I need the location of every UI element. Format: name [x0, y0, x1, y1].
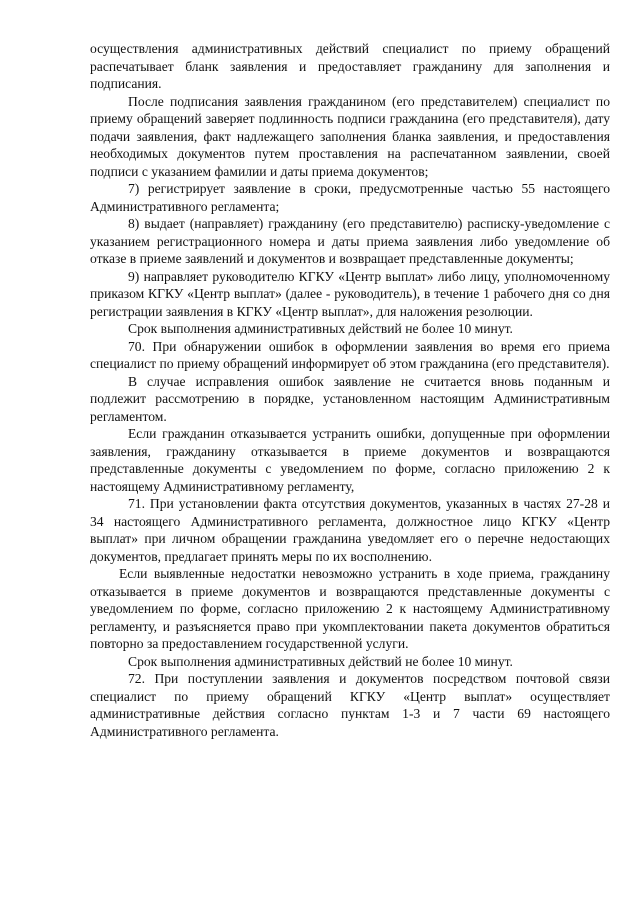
paragraph-signing: После подписания заявления гражданином (его представителем) специалист по приему обращений заверяет подлинность подписи гражданина (его представителя), дату подачи заявления, факт надлежащего заполнения бланка заявления, и предоставления необходимых документов путем проставления на распечатанном заявлении, своей подписи с указанием фамилии и даты приема документов;	[90, 93, 610, 179]
paragraph-item-8: 8) выдает (направляет) гражданину (его представителю) расписку-уведомление с указанием регистрационного номера и даты приема заявления либо уведомление об отказе в приеме заявлений и документов и возвращает представленные документы;	[90, 216, 610, 266]
paragraph-item-7: 7) регистрирует заявление в сроки, предусмотренные частью 55 настоящего Административного регламента;	[90, 181, 610, 214]
paragraph-deadline-2: Срок выполнения административных действий не более 10 минут.	[128, 653, 513, 669]
paragraph-section-72: 72. При поступлении заявления и документов посредством почтовой связи специалист по приему обращений КГКУ «Центр выплат» осуществляет административные действия согласно пунктам 1-3 и 7 части 69 настоящего Административного регламента.	[90, 671, 610, 739]
paragraph-section-70: 70. При обнаружении ошибок в оформлении заявления во время его приема специалист по приему обращений информирует об этом гражданина (его представителя).	[90, 338, 610, 371]
paragraph-corrections: В случае исправления ошибок заявление не считается вновь поданным и подлежит рассмотрению в порядке, установленном настоящим Административным регламентом.	[90, 373, 610, 424]
paragraph-refusal: Если гражданин отказывается устранить ошибки, допущенные при оформлении заявления, гражданину отказывается в приеме документов и возвращаются представленные документы с уведомлением по форме, согласно приложению 2 к настоящему Административному регламенту,	[90, 426, 610, 494]
paragraph-item-9: 9) направляет руководителю КГКУ «Центр выплат» либо лицу, уполномоченному приказом КГКУ «Центр выплат» (далее - руководитель), в течение 1 рабочего дня со дня регистрации заявления в КГКУ «Центр выплат», для наложения резолюции.	[90, 268, 610, 319]
paragraph-continuation: осуществления административных действий специалист по приему обращений распечатывает бланк заявления и предоставляет гражданину для заполнения и подписания.	[90, 41, 610, 91]
document-page	[90, 40, 610, 740]
paragraph-deadline-1: Срок выполнения административных действий не более 10 минут.	[128, 321, 513, 336]
paragraph-section-71: 71. При установлении факта отсутствия документов, указанных в частях 27-28 и 34 настоящего Административного регламента, должностное лицо КГКУ «Центр выплат» при личном обращении гражданина уведомляет его о перечне недостающих документов, предлагает принять меры по их восполнению.	[90, 496, 610, 564]
paragraph-deficiencies: Если выявленные недостатки невозможно устранить в ходе приема, гражданину отказывается в приеме документов и возвращаются представленные документы с уведомлением по форме, согласно приложению 2 к настоящему Административному регламенту, и разъясняется право при укомплектовании пакета документов обратиться повторно за предоставлением государственной услуги.	[90, 566, 610, 651]
